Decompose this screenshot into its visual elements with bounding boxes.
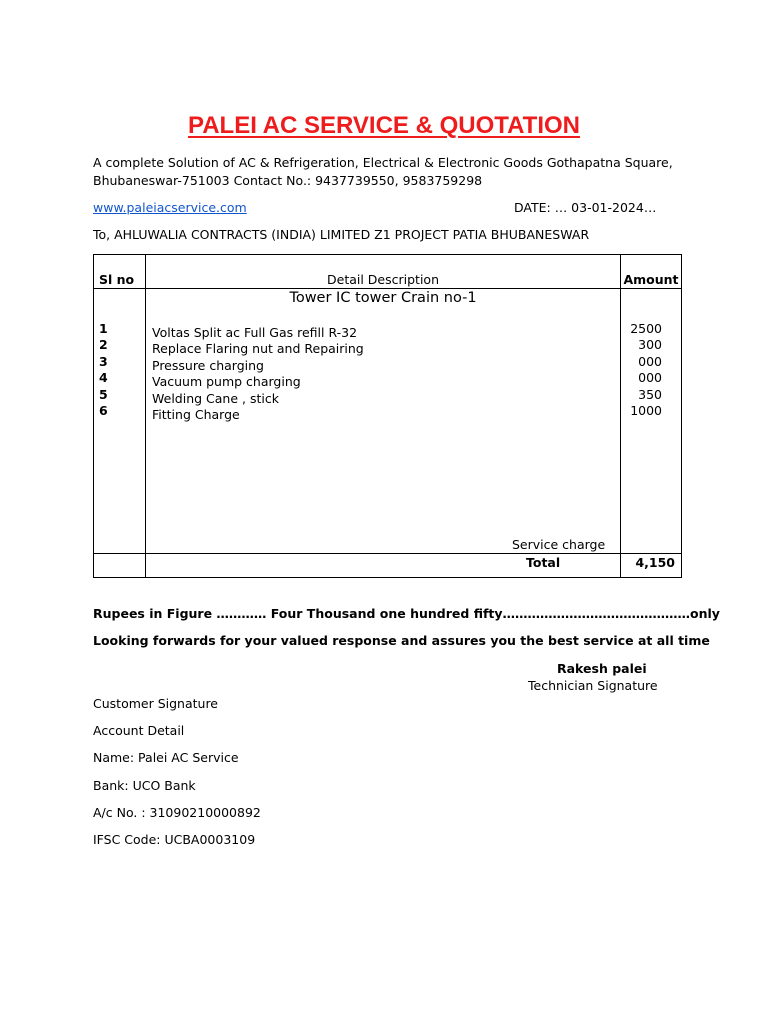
row-amount-2: 300 [638, 337, 662, 353]
row-desc-3: Pressure charging [152, 357, 264, 373]
row-sl-4: 4 [99, 370, 108, 386]
table-border-right [681, 254, 682, 578]
sl-numbers [99, 321, 108, 419]
address-line-1: A complete Solution of AC & Refrigeration, Electrical & Electronic Goods Gothapatna Square, [93, 155, 673, 170]
column-header-slno: Sl no [99, 272, 135, 287]
column-header-description: Detail Description [327, 272, 439, 287]
account-name: Name: Palei AC Service [93, 750, 239, 765]
row-desc-2: Replace Flaring nut and Repairing [152, 341, 364, 357]
customer-signature-label: Customer Signature [93, 696, 218, 711]
recipient-text: To, AHLUWALIA CONTRACTS (INDIA) LIMITED Z1 PROJECT PATIA BHUBANESWAR [93, 227, 590, 242]
item-descriptions [152, 325, 364, 423]
account-number: A/c No. : 31090210000892 [93, 805, 261, 820]
row-desc-1: Voltas Split ac Full Gas refill R-32 [152, 325, 358, 340]
row-sl-6: 6 [99, 403, 108, 419]
bank-name: Bank: UCO Bank [93, 778, 196, 793]
column-header-amount: Amount [623, 272, 679, 287]
row-desc-4: Vacuum pump charging [152, 374, 301, 390]
date-text: DATE: … 03-01-2024… [514, 200, 657, 215]
row-amount-3: 000 [638, 353, 662, 369]
table-border-bottom [93, 577, 682, 578]
page-title: PALEI AC SERVICE & QUOTATION [187, 112, 581, 139]
row-amount-6: 1000 [630, 403, 662, 419]
service-charge-label: Service charge [512, 537, 606, 552]
rupees-in-figure: Rupees in Figure ………… Four Thousand one hundred fifty………………………………………only [93, 606, 720, 621]
website-link[interactable]: www.paleiacservice.com [93, 200, 247, 215]
table-border-left [93, 254, 94, 578]
row-desc-6: Fitting Charge [152, 407, 240, 423]
row-amount-5: 350 [638, 386, 662, 402]
closing-statement: Looking forwards for your valued response and assures you the best service at all time [93, 633, 710, 648]
header-row-divider [93, 288, 682, 289]
row-sl-3: 3 [99, 353, 108, 369]
technician-name: Rakesh palei [557, 661, 647, 676]
technician-signature-label: Technician Signature [528, 678, 658, 693]
row-sl-1: 1 [99, 321, 108, 336]
table-border-top [93, 254, 682, 255]
row-amount-1: 2500 [630, 321, 662, 336]
row-sl-5: 5 [99, 386, 108, 402]
row-amount-4: 000 [638, 370, 662, 386]
ifsc-code: IFSC Code: UCBA0003109 [93, 832, 256, 847]
invoice-table [93, 254, 682, 578]
account-detail-heading: Account Detail [93, 723, 185, 738]
address-line-2: Bhubaneswar-751003 Contact No.: 9437739550, 9583759298 [93, 173, 483, 188]
item-amounts [621, 321, 662, 419]
total-row-divider [93, 553, 682, 554]
row-desc-5: Welding Cane , stick [152, 390, 279, 406]
row-sl-2: 2 [99, 337, 108, 353]
total-label: Total [526, 555, 561, 570]
item-group-heading: Tower IC tower Crain no-1 [289, 290, 477, 306]
total-value: 4,150 [635, 555, 675, 570]
